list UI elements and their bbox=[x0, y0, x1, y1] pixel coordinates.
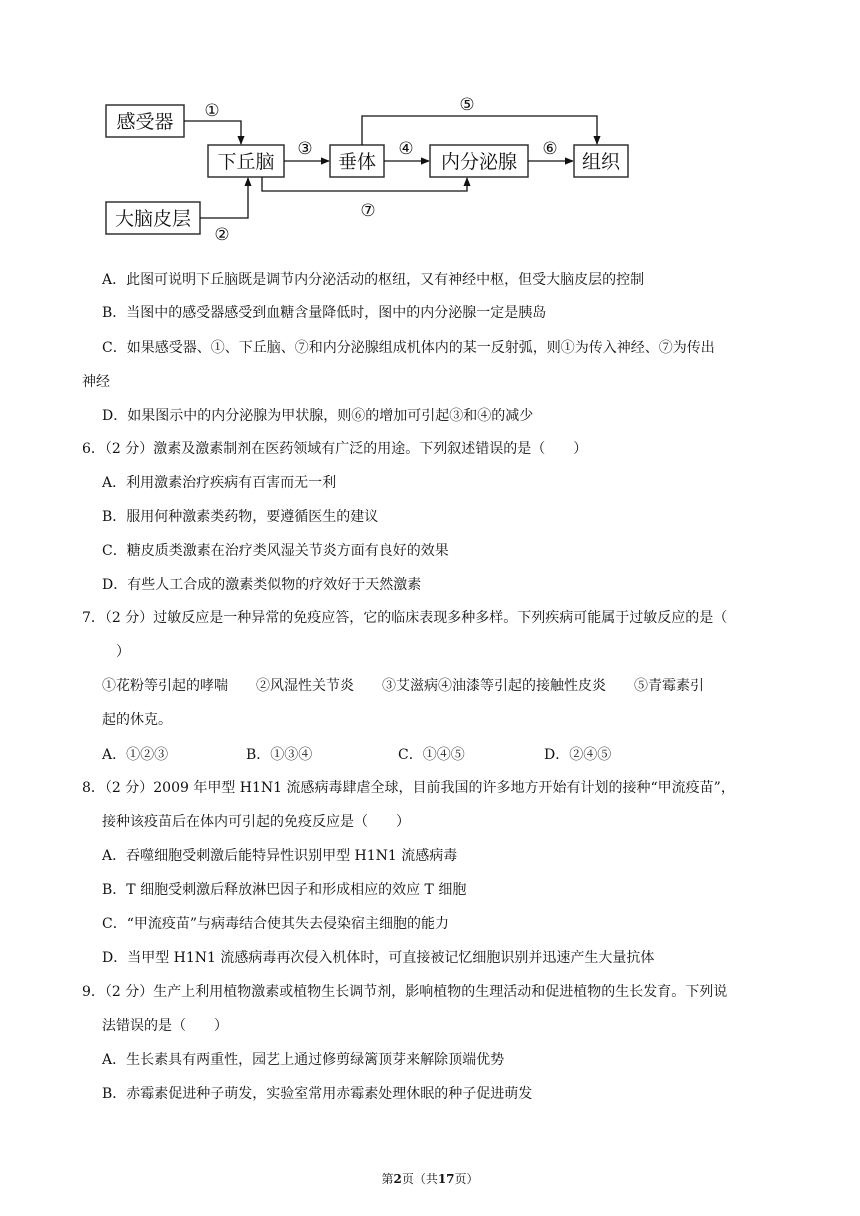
q6-option-c: C．糖皮质类激素在治疗类风湿关节炎方面有良好的效果 bbox=[102, 543, 449, 559]
q5-option-c: C．如果感受器、①、下丘脑、⑦和内分泌腺组成机体内的某一反射弧，则①为传入神经、⑦为传出 bbox=[102, 340, 715, 356]
q6-option-b: B．服用何种激素类药物，要遵循医生的建议 bbox=[102, 509, 379, 525]
q7-stem: 7．（2 分）过敏反应是一种异常的免疫应答，它的临床表现多种多样。下列疾病可能属于过敏反应的是（ bbox=[82, 610, 728, 626]
q7-items-cont: 起的休克。 bbox=[102, 712, 172, 728]
q5-option-b: B．当图中的感受器感受到血糖含量降低时，图中的内分泌腺一定是胰岛 bbox=[102, 305, 547, 321]
cortex-label: 大脑皮层 bbox=[114, 208, 192, 230]
q9-stem-cont: 法错误的是（ ） bbox=[102, 1018, 228, 1034]
footer-page-number: 2 bbox=[393, 1172, 402, 1186]
q7-items: ①花粉等引起的哮喘 ②风湿性关节炎 ③艾滋病④油漆等引起的接触性皮炎 ⑤青霉素引 bbox=[102, 678, 704, 694]
arrow-2 bbox=[200, 178, 248, 218]
arrow-3-label: ③ bbox=[297, 139, 313, 159]
arrow-5 bbox=[362, 116, 597, 145]
arrow-6-label: ⑥ bbox=[542, 139, 558, 159]
q5-option-c-cont: 神经 bbox=[82, 374, 110, 390]
q9-option-b: B．赤霉素促进种子萌发，实验室常用赤霉素处理休眠的种子促进萌发 bbox=[102, 1086, 533, 1102]
q6-stem: 6．（2 分）激素及激素制剂在医药领域有广泛的用途。下列叙述错误的是（ ） bbox=[82, 441, 588, 457]
arrow-4-label: ④ bbox=[398, 139, 414, 159]
q8-option-a: A．吞噬细胞受刺激后能特异性识别甲型 H1N1 流感病毒 bbox=[102, 848, 458, 864]
q7-option-c: C．①④⑤ bbox=[398, 747, 465, 763]
q7-option-b: B．①③④ bbox=[246, 747, 313, 763]
arrow-2-label: ② bbox=[214, 225, 230, 242]
q7-stem-cont: ） bbox=[116, 644, 130, 660]
arrow-1 bbox=[184, 121, 241, 144]
arrow-7 bbox=[262, 177, 467, 191]
pituitary-label: 垂体 bbox=[337, 151, 377, 173]
page-footer bbox=[0, 1170, 860, 1187]
q8-option-b: B．T 细胞受刺激后释放淋巴因子和形成相应的效应 T 细胞 bbox=[102, 882, 467, 898]
q5-option-d: D．如果图示中的内分泌腺为甲状腺，则⑥的增加可引起③和④的减少 bbox=[102, 408, 534, 424]
footer-suffix: 页） bbox=[454, 1172, 479, 1186]
q5-option-a: A．此图可说明下丘脑既是调节内分泌活动的枢纽，又有神经中枢，但受大脑皮层的控制 bbox=[102, 272, 645, 288]
q6-option-a: A．利用激素治疗疾病有百害而无一利 bbox=[102, 475, 337, 491]
q6-option-d: D．有些人工合成的激素类似物的疗效好于天然激素 bbox=[102, 577, 422, 593]
footer-prefix: 第 bbox=[381, 1172, 394, 1186]
hypothalamus-label: 下丘脑 bbox=[217, 151, 275, 173]
arrow-1-label: ① bbox=[204, 101, 220, 121]
receptor-label: 感受器 bbox=[116, 111, 174, 133]
footer-middle: 页（共 bbox=[401, 1172, 438, 1186]
arrow-7-label: ⑦ bbox=[360, 201, 376, 221]
q8-stem: 8．（2 分）2009 年甲型 H1N1 流感病毒肆虐全球，目前我国的许多地方开始有计划的接种“甲流疫苗”， bbox=[82, 780, 735, 796]
q8-option-c: C．“甲流疫苗”与病毒结合使其失去侵染宿主细胞的能力 bbox=[102, 916, 450, 932]
q8-option-d: D．当甲型 H1N1 流感病毒再次侵入机体时，可直接被记忆细胞识别并迅速产生大量抗体 bbox=[102, 950, 655, 966]
arrow-5-label: ⑤ bbox=[459, 95, 475, 115]
q7-option-d: D．②④⑤ bbox=[544, 747, 612, 763]
hormone-regulation-diagram bbox=[100, 92, 640, 242]
gland-label: 内分泌腺 bbox=[440, 151, 518, 173]
q9-stem: 9．（2 分）生产上利用植物激素或植物生长调节剂，影响植物的生理活动和促进植物的生长发育。下列说 bbox=[82, 984, 728, 1000]
footer-total-pages: 17 bbox=[437, 1172, 455, 1186]
q8-stem-cont: 接种该疫苗后在体内可引起的免疫反应是（ ） bbox=[102, 814, 410, 830]
q9-option-a: A．生长素具有两重性，园艺上通过修剪绿篱顶芽来解除顶端优势 bbox=[102, 1052, 505, 1068]
tissue-label: 组织 bbox=[581, 151, 621, 173]
q7-option-a: A．①②③ bbox=[102, 747, 169, 763]
